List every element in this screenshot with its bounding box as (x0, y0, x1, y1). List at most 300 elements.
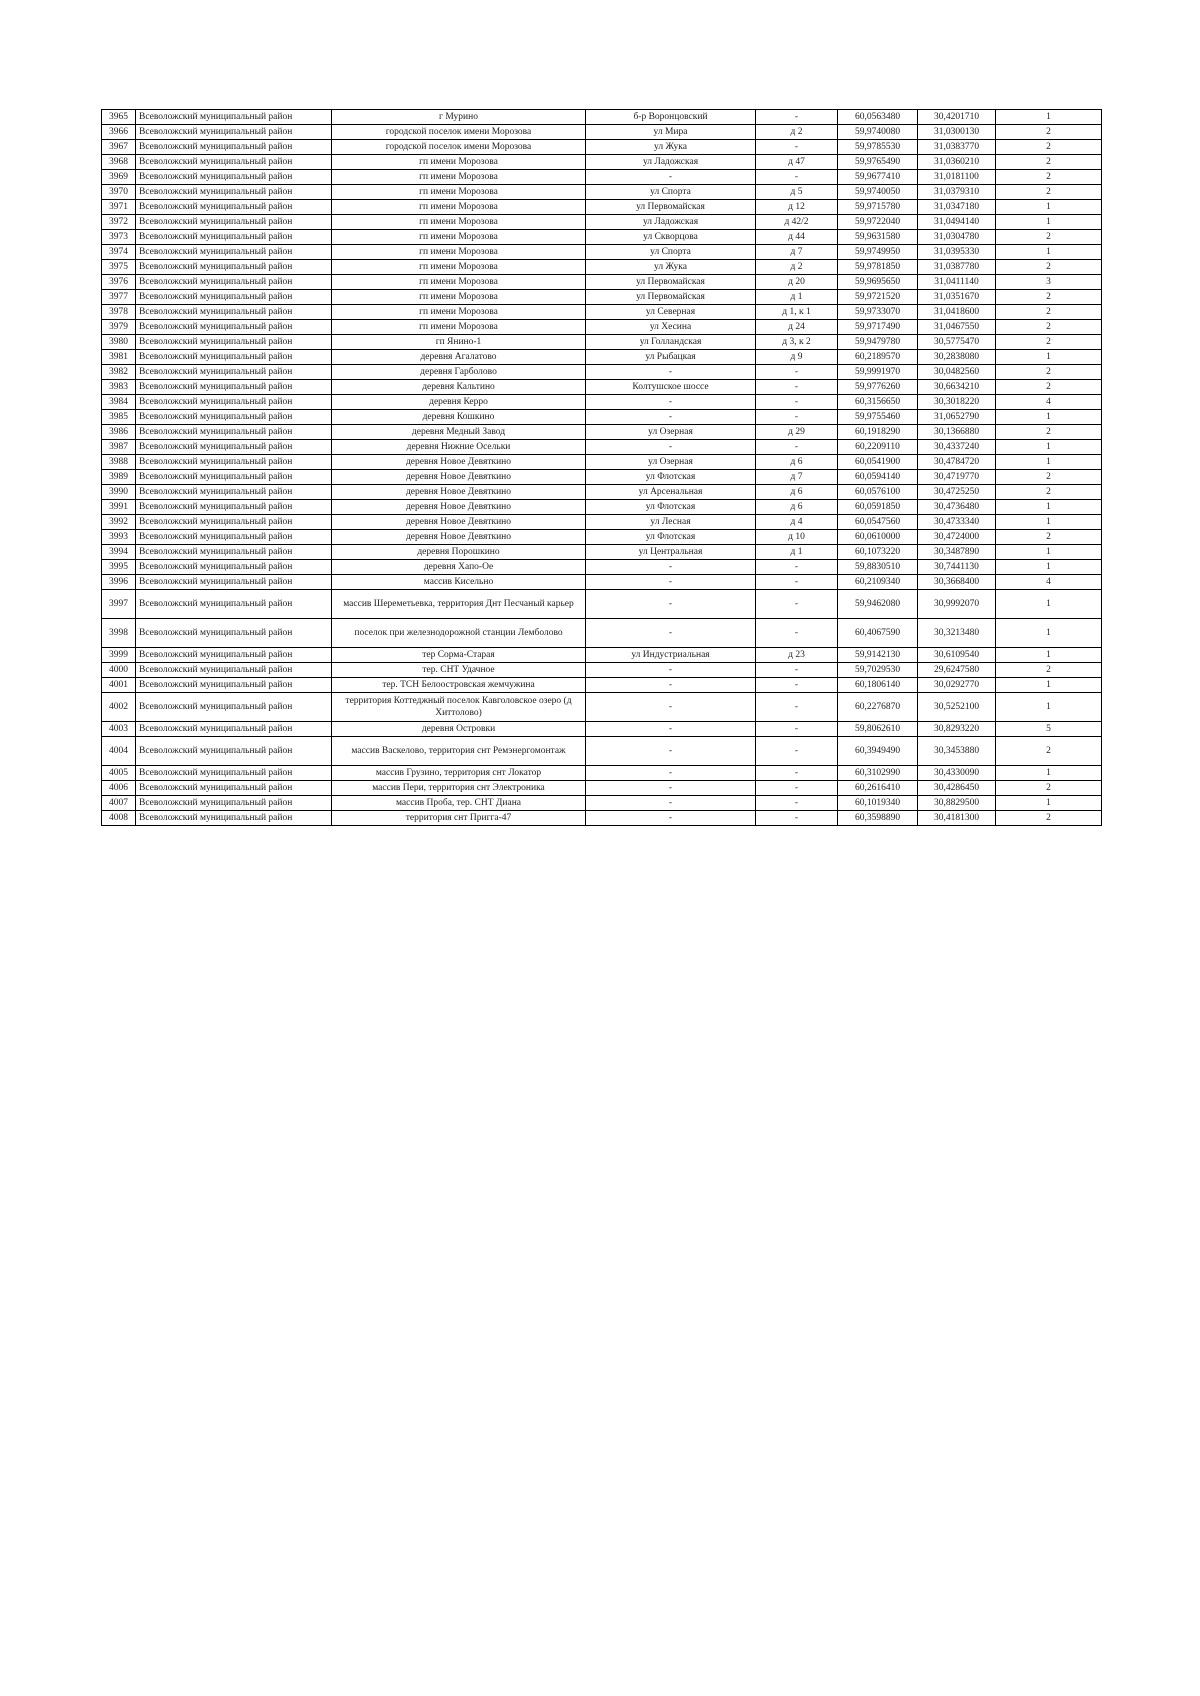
house-cell: д 12 (756, 200, 838, 215)
settlement-cell: поселок при железнодорожной станции Лемболово (332, 619, 586, 648)
district-cell: Всеволожский муниципальный район (136, 530, 332, 545)
longitude-cell: 31,0494140 (918, 215, 996, 230)
count-cell: 3 (996, 275, 1102, 290)
settlement-cell: массив Грузино, территория снт Локатор (332, 766, 586, 781)
house-cell: д 1 (756, 545, 838, 560)
street-cell: ул Северная (586, 305, 756, 320)
longitude-cell: 31,0418600 (918, 305, 996, 320)
district-cell: Всеволожский муниципальный район (136, 155, 332, 170)
district-cell: Всеволожский муниципальный район (136, 678, 332, 693)
district-cell: Всеволожский муниципальный район (136, 110, 332, 125)
house-cell: д 29 (756, 425, 838, 440)
settlement-cell: тер. СНТ Удачное (332, 663, 586, 678)
street-cell: ул Первомайская (586, 200, 756, 215)
count-cell: 1 (996, 619, 1102, 648)
row-number: 3978 (102, 305, 136, 320)
longitude-cell: 30,7441130 (918, 560, 996, 575)
street-cell: ул Ладожская (586, 155, 756, 170)
row-number: 3991 (102, 500, 136, 515)
count-cell: 1 (996, 678, 1102, 693)
street-cell: - (586, 395, 756, 410)
settlement-cell: деревня Новое Девяткино (332, 500, 586, 515)
settlement-cell: деревня Островки (332, 722, 586, 737)
longitude-cell: 30,4330090 (918, 766, 996, 781)
row-number: 4005 (102, 766, 136, 781)
latitude-cell: 59,9740050 (838, 185, 918, 200)
street-cell: ул Первомайская (586, 275, 756, 290)
district-cell: Всеволожский муниципальный район (136, 350, 332, 365)
count-cell: 1 (996, 545, 1102, 560)
settlement-cell: гп имени Морозова (332, 275, 586, 290)
longitude-cell: 30,8829500 (918, 796, 996, 811)
latitude-cell: 59,9991970 (838, 365, 918, 380)
count-cell: 1 (996, 455, 1102, 470)
latitude-cell: 59,9462080 (838, 590, 918, 619)
longitude-cell: 30,3213480 (918, 619, 996, 648)
count-cell: 1 (996, 515, 1102, 530)
row-number: 3984 (102, 395, 136, 410)
longitude-cell: 29,6247580 (918, 663, 996, 678)
longitude-cell: 30,6109540 (918, 648, 996, 663)
latitude-cell: 59,9765490 (838, 155, 918, 170)
settlement-cell: тер Сорма-Старая (332, 648, 586, 663)
longitude-cell: 30,6634210 (918, 380, 996, 395)
district-cell: Всеволожский муниципальный район (136, 305, 332, 320)
table-row (102, 811, 1102, 826)
row-number: 3966 (102, 125, 136, 140)
latitude-cell: 59,9631580 (838, 230, 918, 245)
district-cell: Всеволожский муниципальный район (136, 170, 332, 185)
longitude-cell: 30,4719770 (918, 470, 996, 485)
row-number: 3980 (102, 335, 136, 350)
table-row (102, 766, 1102, 781)
street-cell: - (586, 365, 756, 380)
district-cell: Всеволожский муниципальный район (136, 766, 332, 781)
longitude-cell: 31,0351670 (918, 290, 996, 305)
settlement-cell: городской поселок имени Морозова (332, 125, 586, 140)
house-cell: д 3, к 2 (756, 335, 838, 350)
count-cell: 4 (996, 395, 1102, 410)
house-cell: - (756, 365, 838, 380)
street-cell: ул Ладожская (586, 215, 756, 230)
street-cell: б-р Воронцовский (586, 110, 756, 125)
district-cell: Всеволожский муниципальный район (136, 619, 332, 648)
house-cell: - (756, 560, 838, 575)
count-cell: 1 (996, 200, 1102, 215)
table-row (102, 170, 1102, 185)
house-cell: д 6 (756, 485, 838, 500)
latitude-cell: 59,9785530 (838, 140, 918, 155)
house-cell: д 6 (756, 500, 838, 515)
settlement-cell: гп имени Морозова (332, 245, 586, 260)
table-row (102, 693, 1102, 722)
district-cell: Всеволожский муниципальный район (136, 648, 332, 663)
row-number: 3987 (102, 440, 136, 455)
house-cell: д 42/2 (756, 215, 838, 230)
count-cell: 2 (996, 335, 1102, 350)
count-cell: 2 (996, 125, 1102, 140)
district-cell: Всеволожский муниципальный район (136, 125, 332, 140)
count-cell: 1 (996, 560, 1102, 575)
count-cell: 5 (996, 722, 1102, 737)
street-cell: ул Озерная (586, 425, 756, 440)
count-cell: 1 (996, 215, 1102, 230)
settlement-cell: массив Кисельно (332, 575, 586, 590)
street-cell: ул Индустриальная (586, 648, 756, 663)
address-table (101, 109, 1102, 826)
table-row (102, 140, 1102, 155)
settlement-cell: деревня Новое Девяткино (332, 485, 586, 500)
settlement-cell: массив Шереметьевка, территория Днт Песчаный карьер (332, 590, 586, 619)
settlement-cell: территория снт Пригга-47 (332, 811, 586, 826)
district-cell: Всеволожский муниципальный район (136, 290, 332, 305)
row-number: 3981 (102, 350, 136, 365)
latitude-cell: 59,9740080 (838, 125, 918, 140)
street-cell: ул Первомайская (586, 290, 756, 305)
longitude-cell: 31,0411140 (918, 275, 996, 290)
longitude-cell: 30,4286450 (918, 781, 996, 796)
row-number: 3979 (102, 320, 136, 335)
table-row (102, 335, 1102, 350)
table-row (102, 781, 1102, 796)
district-cell: Всеволожский муниципальный район (136, 500, 332, 515)
district-cell: Всеволожский муниципальный район (136, 485, 332, 500)
latitude-cell: 59,9722040 (838, 215, 918, 230)
settlement-cell: деревня Новое Девяткино (332, 470, 586, 485)
row-number: 3998 (102, 619, 136, 648)
table-row (102, 305, 1102, 320)
longitude-cell: 30,0482560 (918, 365, 996, 380)
row-number: 4002 (102, 693, 136, 722)
settlement-cell: деревня Хапо-Ое (332, 560, 586, 575)
settlement-cell: гп имени Морозова (332, 155, 586, 170)
street-cell: ул Арсенальная (586, 485, 756, 500)
house-cell: д 44 (756, 230, 838, 245)
house-cell: - (756, 737, 838, 766)
count-cell: 2 (996, 170, 1102, 185)
street-cell: - (586, 796, 756, 811)
count-cell: 1 (996, 110, 1102, 125)
table-row (102, 500, 1102, 515)
latitude-cell: 60,2209110 (838, 440, 918, 455)
row-number: 3993 (102, 530, 136, 545)
house-cell: - (756, 693, 838, 722)
settlement-cell: деревня Керро (332, 395, 586, 410)
district-cell: Всеволожский муниципальный район (136, 455, 332, 470)
longitude-cell: 31,0360210 (918, 155, 996, 170)
table-row (102, 230, 1102, 245)
count-cell: 2 (996, 470, 1102, 485)
row-number: 3992 (102, 515, 136, 530)
district-cell: Всеволожский муниципальный район (136, 515, 332, 530)
latitude-cell: 59,7029530 (838, 663, 918, 678)
row-number: 3974 (102, 245, 136, 260)
latitude-cell: 59,9781850 (838, 260, 918, 275)
row-number: 3994 (102, 545, 136, 560)
latitude-cell: 59,9479780 (838, 335, 918, 350)
table-row (102, 485, 1102, 500)
row-number: 3982 (102, 365, 136, 380)
count-cell: 2 (996, 305, 1102, 320)
house-cell: д 5 (756, 185, 838, 200)
longitude-cell: 30,4337240 (918, 440, 996, 455)
settlement-cell: гп Янино-1 (332, 335, 586, 350)
longitude-cell: 30,2838080 (918, 350, 996, 365)
district-cell: Всеволожский муниципальный район (136, 410, 332, 425)
house-cell: - (756, 811, 838, 826)
district-cell: Всеволожский муниципальный район (136, 811, 332, 826)
row-number: 3971 (102, 200, 136, 215)
count-cell: 2 (996, 485, 1102, 500)
row-number: 3967 (102, 140, 136, 155)
latitude-cell: 59,9715780 (838, 200, 918, 215)
settlement-cell: деревня Кошкино (332, 410, 586, 425)
longitude-cell: 30,0292770 (918, 678, 996, 693)
latitude-cell: 59,9721520 (838, 290, 918, 305)
table-row (102, 155, 1102, 170)
table-row (102, 245, 1102, 260)
district-cell: Всеволожский муниципальный район (136, 230, 332, 245)
house-cell: - (756, 395, 838, 410)
house-cell: д 23 (756, 648, 838, 663)
row-number: 3965 (102, 110, 136, 125)
longitude-cell: 30,3668400 (918, 575, 996, 590)
district-cell: Всеволожский муниципальный район (136, 380, 332, 395)
street-cell: ул Центральная (586, 545, 756, 560)
latitude-cell: 60,2276870 (838, 693, 918, 722)
table-row (102, 722, 1102, 737)
table-row (102, 619, 1102, 648)
district-cell: Всеволожский муниципальный район (136, 335, 332, 350)
district-cell: Всеволожский муниципальный район (136, 796, 332, 811)
settlement-cell: гп имени Морозова (332, 260, 586, 275)
count-cell: 2 (996, 260, 1102, 275)
house-cell: - (756, 590, 838, 619)
street-cell: ул Скворцова (586, 230, 756, 245)
latitude-cell: 60,0576100 (838, 485, 918, 500)
house-cell: - (756, 110, 838, 125)
latitude-cell: 59,9677410 (838, 170, 918, 185)
latitude-cell: 59,9717490 (838, 320, 918, 335)
house-cell: д 1, к 1 (756, 305, 838, 320)
count-cell: 1 (996, 245, 1102, 260)
house-cell: д 7 (756, 245, 838, 260)
house-cell: - (756, 766, 838, 781)
house-cell: - (756, 796, 838, 811)
table-row (102, 380, 1102, 395)
house-cell: д 4 (756, 515, 838, 530)
row-number: 3975 (102, 260, 136, 275)
count-cell: 2 (996, 663, 1102, 678)
row-number: 3995 (102, 560, 136, 575)
house-cell: - (756, 440, 838, 455)
row-number: 3983 (102, 380, 136, 395)
table-row (102, 110, 1102, 125)
row-number: 4004 (102, 737, 136, 766)
table-row (102, 560, 1102, 575)
settlement-cell: деревня Новое Девяткино (332, 455, 586, 470)
count-cell: 2 (996, 737, 1102, 766)
house-cell: - (756, 410, 838, 425)
table-row (102, 440, 1102, 455)
table-row (102, 737, 1102, 766)
table-row (102, 410, 1102, 425)
street-cell: - (586, 737, 756, 766)
row-number: 4001 (102, 678, 136, 693)
count-cell: 1 (996, 648, 1102, 663)
district-cell: Всеволожский муниципальный район (136, 722, 332, 737)
row-number: 3985 (102, 410, 136, 425)
street-cell: ул Голландская (586, 335, 756, 350)
longitude-cell: 31,0395330 (918, 245, 996, 260)
street-cell: ул Флотская (586, 530, 756, 545)
table-row (102, 365, 1102, 380)
district-cell: Всеволожский муниципальный район (136, 590, 332, 619)
house-cell: д 24 (756, 320, 838, 335)
document-page (101, 109, 1101, 826)
longitude-cell: 30,5775470 (918, 335, 996, 350)
house-cell: д 2 (756, 125, 838, 140)
house-cell: д 7 (756, 470, 838, 485)
settlement-cell: массив Пери, территория снт Электроника (332, 781, 586, 796)
longitude-cell: 30,4201710 (918, 110, 996, 125)
district-cell: Всеволожский муниципальный район (136, 320, 332, 335)
row-number: 3977 (102, 290, 136, 305)
longitude-cell: 31,0467550 (918, 320, 996, 335)
longitude-cell: 30,3453880 (918, 737, 996, 766)
table-row (102, 425, 1102, 440)
table-row (102, 530, 1102, 545)
settlement-cell: массив Васкелово, территория снт Ремэнергомонтаж (332, 737, 586, 766)
district-cell: Всеволожский муниципальный район (136, 575, 332, 590)
street-cell: ул Флотская (586, 470, 756, 485)
table-row (102, 290, 1102, 305)
street-cell: ул Озерная (586, 455, 756, 470)
house-cell: - (756, 663, 838, 678)
count-cell: 2 (996, 380, 1102, 395)
count-cell: 2 (996, 140, 1102, 155)
table-row (102, 678, 1102, 693)
settlement-cell: гп имени Морозова (332, 200, 586, 215)
house-cell: д 1 (756, 290, 838, 305)
longitude-cell: 30,3487890 (918, 545, 996, 560)
latitude-cell: 60,2189570 (838, 350, 918, 365)
latitude-cell: 60,0563480 (838, 110, 918, 125)
latitude-cell: 60,1073220 (838, 545, 918, 560)
longitude-cell: 30,4784720 (918, 455, 996, 470)
latitude-cell: 60,3949490 (838, 737, 918, 766)
row-number: 3973 (102, 230, 136, 245)
settlement-cell: тер. ТСН Белоостровская жемчужина (332, 678, 586, 693)
district-cell: Всеволожский муниципальный район (136, 140, 332, 155)
street-cell: - (586, 560, 756, 575)
district-cell: Всеволожский муниципальный район (136, 425, 332, 440)
house-cell: д 20 (756, 275, 838, 290)
table-row (102, 796, 1102, 811)
row-number: 4003 (102, 722, 136, 737)
row-number: 3988 (102, 455, 136, 470)
row-number: 3970 (102, 185, 136, 200)
district-cell: Всеволожский муниципальный район (136, 737, 332, 766)
settlement-cell: деревня Нижние Осельки (332, 440, 586, 455)
district-cell: Всеволожский муниципальный район (136, 560, 332, 575)
longitude-cell: 30,3018220 (918, 395, 996, 410)
longitude-cell: 31,0304780 (918, 230, 996, 245)
count-cell: 2 (996, 811, 1102, 826)
street-cell: ул Хесина (586, 320, 756, 335)
district-cell: Всеволожский муниципальный район (136, 663, 332, 678)
street-cell: ул Жука (586, 260, 756, 275)
longitude-cell: 30,8293220 (918, 722, 996, 737)
district-cell: Всеволожский муниципальный район (136, 781, 332, 796)
house-cell: - (756, 781, 838, 796)
street-cell: - (586, 590, 756, 619)
settlement-cell: городской поселок имени Морозова (332, 140, 586, 155)
latitude-cell: 59,9142130 (838, 648, 918, 663)
longitude-cell: 31,0300130 (918, 125, 996, 140)
row-number: 3986 (102, 425, 136, 440)
latitude-cell: 60,0547560 (838, 515, 918, 530)
district-cell: Всеволожский муниципальный район (136, 200, 332, 215)
street-cell: - (586, 410, 756, 425)
street-cell: - (586, 693, 756, 722)
count-cell: 1 (996, 410, 1102, 425)
longitude-cell: 30,9992070 (918, 590, 996, 619)
row-number: 3976 (102, 275, 136, 290)
latitude-cell: 59,8062610 (838, 722, 918, 737)
row-number: 4008 (102, 811, 136, 826)
latitude-cell: 60,3598890 (838, 811, 918, 826)
table-row (102, 125, 1102, 140)
settlement-cell: деревня Новое Девяткино (332, 515, 586, 530)
row-number: 4000 (102, 663, 136, 678)
count-cell: 2 (996, 530, 1102, 545)
longitude-cell: 30,1366880 (918, 425, 996, 440)
district-cell: Всеволожский муниципальный район (136, 395, 332, 410)
longitude-cell: 30,4724000 (918, 530, 996, 545)
latitude-cell: 60,0594140 (838, 470, 918, 485)
settlement-cell: гп имени Морозова (332, 290, 586, 305)
settlement-cell: гп имени Морозова (332, 320, 586, 335)
settlement-cell: деревня Медный Завод (332, 425, 586, 440)
house-cell: д 6 (756, 455, 838, 470)
latitude-cell: 60,3102990 (838, 766, 918, 781)
street-cell: - (586, 678, 756, 693)
table-row (102, 395, 1102, 410)
district-cell: Всеволожский муниципальный район (136, 185, 332, 200)
longitude-cell: 31,0181100 (918, 170, 996, 185)
table-row (102, 215, 1102, 230)
house-cell: - (756, 575, 838, 590)
settlement-cell: гп имени Морозова (332, 185, 586, 200)
latitude-cell: 60,3156650 (838, 395, 918, 410)
count-cell: 2 (996, 365, 1102, 380)
count-cell: 2 (996, 781, 1102, 796)
house-cell: - (756, 619, 838, 648)
longitude-cell: 30,4733340 (918, 515, 996, 530)
table-row (102, 663, 1102, 678)
latitude-cell: 60,1918290 (838, 425, 918, 440)
district-cell: Всеволожский муниципальный район (136, 470, 332, 485)
latitude-cell: 60,0610000 (838, 530, 918, 545)
count-cell: 2 (996, 290, 1102, 305)
longitude-cell: 30,4725250 (918, 485, 996, 500)
longitude-cell: 30,5252100 (918, 693, 996, 722)
count-cell: 1 (996, 500, 1102, 515)
row-number: 3997 (102, 590, 136, 619)
row-number: 3999 (102, 648, 136, 663)
table-row (102, 350, 1102, 365)
